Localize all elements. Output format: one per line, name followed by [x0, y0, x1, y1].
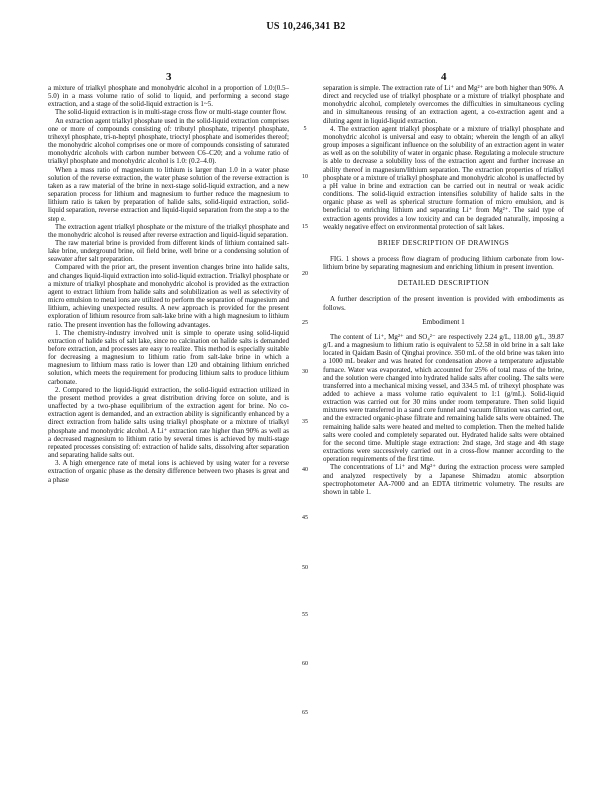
line-number: 45 — [302, 515, 308, 521]
line-number: 15 — [302, 224, 308, 230]
line-number: 35 — [302, 419, 308, 425]
paragraph: 1. The chemistry-industry involved unit is simple to operate using solid-liquid extraction of halide salts of salt lake, since no calcination on halide salts is demanded before extraction, and processes are easy to realize. This method is especially suitable for decreasing a magnesium to lithium ratio from salt-lake brine in which a magnesium to lithium mass ratio is lower than 120 and obtaining lithium enriched solution, which meets the requirement for producing lithium salts to produce lithium carbonate. — [48, 328, 289, 386]
right-column — [323, 84, 564, 496]
paragraph: A further description of the present invention is provided with embodiments as follows. — [323, 295, 564, 312]
paragraph: The raw material brine is provided from different kinds of lithium contained salt-lake brine, underground brine, oil field brine, well brine or a condensing solution of seawater after salt preparation. — [48, 238, 289, 264]
line-number: 25 — [302, 320, 308, 326]
left-page-number: 3 — [166, 71, 172, 83]
line-number: 40 — [302, 467, 308, 473]
paragraph: Compared with the prior art, the present invention changes brine into halide salts, and changes liquid-liquid extraction into solid-liquid extraction. Trialkyl phosphate or a mixture of trialkyl phosphate and monohydric alcohol is provided as the extraction agent to extract lithium from halide salts and solubilization as well as selectivity of micro emulsion to metal ions are utilized to perform the separation of magnesium and lithium, achieving unexpected results. A new approach is provided for the present exploration of lithium resource from salt-lake brine with a high magnesium to lithium ratio. The present invention has the following advantages. — [48, 263, 289, 329]
section-heading-drawings: BRIEF DESCRIPTION OF DRAWINGS — [377, 238, 510, 247]
line-number: 10 — [302, 174, 308, 180]
line-number: 20 — [302, 271, 308, 277]
paragraph: The content of Li⁺, Mg²⁺ and SO₄²⁻ are respectively 2.24 g/L, 118.00 g/L, 39.87 g/L and a magnesium to lithium ratio is equivalent to 52.58 in old brine in a salt lake located in Qaidam Basin of Qinghai province. 350 mL of the old brine was taken into a 1000 mL beaker and was heated for condensation above a temperature adjustable furnace. Water was evaporated, which accounted for 25% of total mass of the brine, and the solution were changed into hydrated halide salts after cooling. The salts were transferred into a mechanical mixing vessel, and 334.5 mL of trihexyl phosphate was added to achieve a mass volume ratio equivalent to 1:1 (g/mL). Solid-liquid extraction was carried out for 30 mins under room temperature. Then solid liquid mixtures were transferred in a sand core funnel and vacuum filtration was carried out, and the extracted organic-phase filtrate and remaining halide salts were obtained. The remaining halide salts were heated and melted to completion. Then the melted halide salts were cooled and completely separated out. Hydrated halide salts were obtained for the second time. Multiple stage extraction: 2nd stage, 3rd stage and 4th stage extractions were successively carried out in a cross-flow manner according to the operation requirements of the first time. — [323, 332, 564, 464]
paragraph: The concentrations of Li⁺ and Mg²⁺ during the extraction process were sampled and analyzed respectively by a Japanese Shimadzu atomic absorption spectrophotometer AA-7000 and an EDTA titrimetric volumetry. The results are shown in table 1. — [323, 463, 564, 496]
line-number: 30 — [302, 369, 308, 375]
right-page-number: 4 — [441, 71, 447, 83]
paragraph: 4. The extraction agent trialkyl phosphate or a mixture of trialkyl phosphate and monohydric alcohol is universal and easy to obtain; wherein the length of an alkyl group imposes a significant influence on the solubility of an extraction agent in water as well as on the solubility of water in organic phase. Regulating a molecule structure is able to decrease a solubility loss of the extraction agent and further increase an ability thereof in magnesium/lithium separation. The extraction properties of trialkyl phosphate or a mixture of trialkyl phosphate and monohydric alcohol is unaffected by a pH value in brine and extraction can be carried out in neutral or weak acidic conditions. The solid-liquid extraction intensifies solubility of halide salts in the organic phase as well as spherical structure formation of micro emulsion, and is beneficial to enriching lithium and separating Li⁺ from Mg²⁺. The said type of extraction agents provides a low toxicity and can be degraded naturally, imposing a weakly negative effect on environmental protection of salt lakes. — [323, 124, 564, 231]
paragraph: a mixture of trialkyl phosphate and monohydric alcohol in a proportion of 1.0:(0.5–5.0) in a mass volume ratio of solid to liquid, and performing a second stage extraction, and a stage of the solid-liquid extraction is 1~5. — [48, 84, 289, 109]
paragraph: The extraction agent trialkyl phosphate or the mixture of the trialkyl phosphate and the monohydric alcohol is reused after reverse extraction and liquid-liquid separation. — [48, 222, 289, 239]
paragraph: An extraction agent trialkyl phosphate used in the solid-liquid extraction comprises one or more of compounds consisting of: tributyl phosphate, tripentyl phosphate, trihexyl phosphate, tri-n-heptyl phosphate, trioctyl phosphate and isomerides thereof; the monohydric alcohol comprises one or more of compounds consisting of saturated monohydric alcohols with carbon number between C6–C20; and a volume ratio of trialkyl phosphate and monohydric alcohol is 1.0: (0.2–4.0). — [48, 116, 289, 166]
paragraph: The solid-liquid extraction is in multi-stage cross flow or multi-stage counter flow. — [55, 108, 287, 117]
paragraph: When a mass ratio of magnesium to lithium is larger than 1.0 in a water phase solution of the reverse extraction, the water phase solution of the reverse extraction is taken as a raw material of the brine in next-stage solid-liquid extraction, and a new separation process for lithium and magnesium to further reduce the magnesium to lithium ratio is taken by preparation of halide salts, solid-liquid extraction, solid-liquid separation, reverse extraction and liquid-liquid separation from the step a to the step e. — [48, 165, 289, 223]
section-heading-detailed: DETAILED DESCRIPTION — [397, 279, 490, 288]
embodiment-heading: Embodiment 1 — [422, 317, 465, 326]
paragraph: 2. Compared to the liquid-liquid extraction, the solid-liquid extraction utilized in the present method provides a great distribution driving force on solute, and is unaffected by a two-phase equilibrium of the extraction agent for brine. No co-extraction agent is demanded, and an extraction ability is significantly enhanced by a direct extraction from halide salts using trialkyl phosphate or a mixture of trialkyl phosphate and monohydric alcohol. A Li⁺ extraction rate higher than 90% as well as a decreased magnesium to lithium ratio by several times is achieved by multi-stage repeated processes consisting of: extraction of halide salts, dissolving after separation and separating halide salts out. — [48, 385, 289, 460]
paragraph: separation is simple. The extraction rate of Li⁺ and Mg²⁺ are both higher than 90%. A direct and recycled use of trialkyl phosphate or a mixture of trialkyl phosphate and monohydric alcohol, completely overcomes the difficulties in simultaneous cycling and in simultaneous reusing of an extraction agent, a co-extraction agent and a diluting agent in liquid-liquid extraction. — [323, 84, 564, 125]
line-number: 65 — [302, 710, 308, 716]
line-number: 55 — [302, 612, 308, 618]
patent-number: US 10,246,341 B2 — [266, 21, 346, 32]
line-number: 50 — [302, 565, 308, 571]
paragraph: FIG. 1 shows a process flow diagram of producing lithium carbonate from low-lithium brine by separating magnesium and enriching lithium in present invention. — [323, 254, 564, 272]
left-column — [48, 84, 289, 484]
line-number: 5 — [303, 126, 307, 132]
paragraph: 3. A high emergence rate of metal ions is achieved by using water for a reverse extraction of organic phase as the density difference between two phases is great and a phase — [48, 459, 289, 484]
line-number: 60 — [302, 661, 308, 667]
